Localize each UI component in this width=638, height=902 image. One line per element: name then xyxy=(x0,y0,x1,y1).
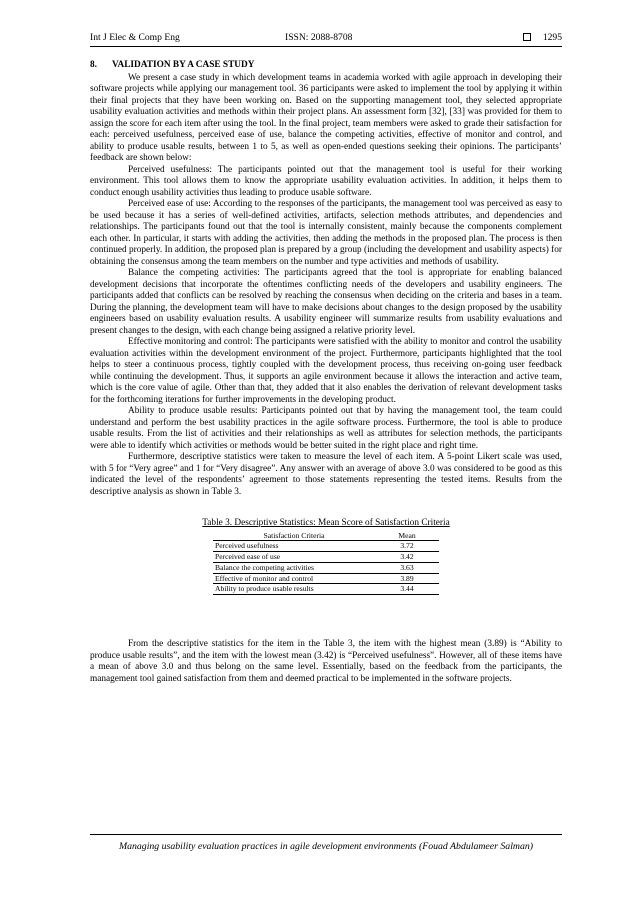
running-header xyxy=(90,30,562,47)
mean-cell: 3.63 xyxy=(375,562,439,573)
satisfaction-table xyxy=(213,531,439,596)
table-row xyxy=(213,562,439,573)
page-body xyxy=(90,60,562,685)
paragraph-descriptive-stats: Furthermore, descriptive statistics were taken to measure the level of each item. A 5-point Likert scale was used, with 5 for “Very agree” and 1 for “Very disagree”. Any answer with an average of above 3.0 was considered to be good as this indicated the level of the respondents’ agreement to those statements representing the tested items. Results from the descriptive analysis as shown in Table 3. xyxy=(90,452,562,497)
mean-cell: 3.42 xyxy=(375,552,439,563)
section-number: 8. xyxy=(90,60,97,70)
paragraph-usable-results: Ability to produce usable results: Participants pointed out that by having the management tool, the team could understand and perform the best usability practices in the agile software process. Furthermore, the tool is able to produce usable results. From the list of activities and their relationships as well as attributes for selection methods, the participants were able to identify which activities or methods would be better suited in the right place and right time. xyxy=(90,406,562,451)
page-number: 1295 xyxy=(542,32,562,43)
paragraph-usefulness: Perceived usefulness: The participants pointed out that the management tool is useful for their working environment. This tool allows them to know the appropriate usability evaluation activities. In addition, it helps them to conduct enough usability activities thus leading to produce usable software. xyxy=(90,164,562,198)
criteria-cell: Perceived ease of use xyxy=(213,552,375,563)
journal-name: Int J Elec & Comp Eng xyxy=(90,32,180,43)
section-title: VALIDATION BY A CASE STUDY xyxy=(112,60,255,70)
running-footer: Managing usability evaluation practices in agile development environments (Fouad Abdulameer Salman) xyxy=(90,834,562,852)
mean-cell: 3.89 xyxy=(375,573,439,584)
table-row xyxy=(213,541,439,552)
table-row xyxy=(213,552,439,563)
issn: ISSN: 2088-8708 xyxy=(285,32,353,43)
paragraph-ease-of-use: Perceived ease of use: According to the responses of the participants, the management tool was perceived as easy to be used because it has a series of well-defined activities, artifacts, selection methods attributes, and dependencies and relationships. The participants found out that the tool is internally consistent, mainly because the components complement each other. In particular, it starts with adding the activities, then adding the methods in the proposed plan. The process is then continued properly. In addition, the proposed plan is prepared by a group (including the development and usability aspects) for obtaining the consensus among the team members on the number and type activities and methods of usability. xyxy=(90,199,562,267)
table-header-row xyxy=(213,531,439,541)
criteria-cell: Effective of monitor and control xyxy=(213,573,375,584)
paragraph-intro: We present a case study in which development teams in academia worked with agile approach in developing their software projects while applying our management tool. 36 participants were asked to implement the tool by applying it within their final projects that they have been working on. Based on the supporting management tool, they selected appropriate usability evaluation activities and methods within their project plans. An assessment form [32], [33] was provided for them to assign the score for each item after using the tool. In the final project, team members were asked to grade their satisfaction for each: perceived usefulness, perceived ease of use, balance the competing activities, effective of monitor and control, and ability to produce usable results, between 1 to 5, as well as open-ended questions seeking their opinions. The participants’ feedback are shown below: xyxy=(90,72,562,163)
mean-cell: 3.44 xyxy=(375,584,439,595)
table-row xyxy=(213,584,439,595)
criteria-cell: Perceived usefulness xyxy=(213,541,375,552)
mean-cell: 3.72 xyxy=(375,541,439,552)
paragraph-conclusion: From the descriptive statistics for the item in the Table 3, the item with the highest mean (3.89) is “Ability to produce usable results”, and the item with the lowest mean (3.42) is “Perceived usefulness”. However, all of these items have a mean of above 3.0 and thus belong on the same level. Essentially, based on the feedback from the participants, the management tool gained satisfaction from them and deemed practical to be implemented in the software projects. xyxy=(90,639,562,684)
column-header-criteria: Satisfaction Criteria xyxy=(213,531,375,541)
criteria-cell: Balance the competing activities xyxy=(213,562,375,573)
checkbox-square-icon xyxy=(523,33,531,41)
paragraph-monitoring: Effective monitoring and control: The participants were satisfied with the ability to monitor and control the usability evaluation activities within the development environment of the project. Furthermore, participants highlighted that the tool helps to steer a continuous process, tightly coupled with the development process, thus receiving on-going user feedback while continuing the development. Thus, it supports an agile environment because it allows the interaction and active team, which is the core value of agile. Other than that, they added that it also enables the derivation of relevant development tasks for the forthcoming iterations for further improvements in the developing product. xyxy=(90,337,562,405)
table-row xyxy=(213,573,439,584)
paragraph-balance: Balance the competing activities: The participants agreed that the tool is appropriate for enabling balanced development decisions that incorporate the oftentimes conflicting needs of the developers and usability engineers. The participants added that conflicts can be resolved by reaching the consensus when deciding on the criteria and bases in a team. During the planning, the development team will have to make decisions about changes to the design proposed by the usability engineers based on usability evaluation results. A usability engineer will summarize results from usability evaluations and present changes to the design, with each change being assigned a relative priority level. xyxy=(90,268,562,336)
page-number-block xyxy=(523,32,562,43)
criteria-cell: Ability to produce usable results xyxy=(213,584,375,595)
column-header-mean: Mean xyxy=(375,531,439,541)
section-heading xyxy=(90,60,562,72)
table-caption: Table 3. Descriptive Statistics: Mean Score of Satisfaction Criteria xyxy=(202,518,450,528)
